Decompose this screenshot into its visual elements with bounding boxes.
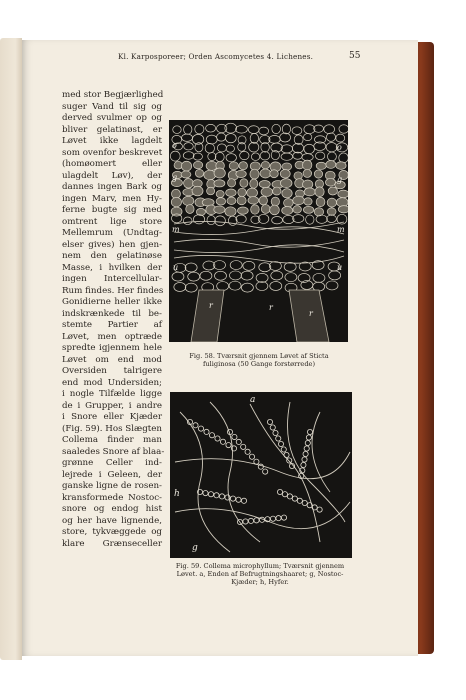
body-line: indskrænkede til be- — [62, 308, 162, 319]
body-line: bliver gelatinøst, er — [62, 124, 162, 135]
body-line: Løvet, men optræde — [62, 331, 162, 342]
body-line: Oversiden talrigere — [62, 366, 162, 376]
body-line: kransformede Nostoc- — [62, 492, 162, 503]
figure-58-label: u — [173, 263, 179, 272]
running-head: Kl. Karposporeer; Orden Ascomycetes 4. Lichenes. — [118, 52, 314, 61]
figure-59-caption-line1: Fig. 59. Collema microphyllum; Tværsnit gjennem — [175, 562, 345, 570]
figure-58-label: o — [337, 143, 342, 152]
body-line: derved svulmer op og — [62, 113, 162, 123]
figure-58-caption-line2: fuliginosa (50 Gange forstørrede) — [202, 360, 316, 368]
body-line: Gonidierne heller ikke — [62, 297, 162, 307]
body-line: spredte igjennem hele — [62, 343, 162, 353]
figure-58-label: u — [337, 263, 343, 272]
body-line: og her have lignende, — [62, 515, 162, 526]
body-line: stemte Partier af — [62, 320, 162, 330]
body-line: ulagdelt Løv), der — [62, 170, 162, 181]
figure-58-label: r — [209, 301, 213, 310]
body-line: end mod Undersiden; — [62, 377, 162, 388]
body-line: i nogle Tilfælde ligge — [62, 389, 162, 399]
body-line: saaledes Snore af blaa- — [62, 446, 165, 457]
left-page-edge — [0, 38, 22, 660]
body-line: snore og endog hist — [62, 504, 162, 514]
figure-58-label: g — [337, 175, 343, 184]
figure-58-label: g — [172, 173, 178, 182]
body-line: Rum findes. Her findes — [62, 285, 164, 296]
body-line: (homøomert eller — [62, 159, 162, 169]
body-line: ingen Marv, men Hy- — [62, 193, 162, 204]
body-text — [62, 90, 165, 550]
figure-59-caption-line2: Løvet. a, Enden af Befrugtningshaaret; g, Nostoc- — [176, 570, 344, 578]
body-line: elser gives) hen gjen- — [62, 239, 162, 250]
body-line: store, tykvæggede og — [62, 527, 162, 537]
figure-59-caption — [166, 562, 354, 586]
body-line: ganske ligne de rosen- — [62, 481, 162, 491]
figure-58-caption — [168, 352, 350, 368]
figure-59-caption-line3: Kjæder; h, Hyfer. — [231, 578, 289, 586]
page-number: 55 — [349, 51, 361, 61]
body-line: dannes ingen Bark og — [62, 182, 162, 192]
body-line: ingen Intercellular- — [62, 274, 162, 284]
figure-59-label: h — [174, 489, 180, 499]
figure-58-illustration — [169, 120, 348, 342]
body-line: med stor Begjærlighed — [62, 90, 164, 100]
body-line: Masse, i hvilken der — [62, 262, 162, 273]
body-line: ferne bugte sig med — [62, 205, 162, 215]
figure-58-label: m — [337, 225, 345, 234]
body-line: lejrede i Geleen, der — [62, 469, 162, 480]
body-line: omtrent lige store — [62, 216, 162, 227]
body-line: som ovenfor beskrevet — [62, 147, 163, 158]
body-line: de i Grupper, i andre — [62, 400, 162, 411]
body-line: Løvet om end mod — [62, 354, 162, 365]
figure-58-label: o — [172, 141, 177, 150]
figure-58-label: r — [309, 309, 313, 318]
body-line: nem den gelatinøse — [62, 251, 162, 261]
figure-59-label: a — [250, 395, 256, 405]
body-line: suger Vand til sig og — [62, 101, 162, 112]
figure-58-caption-line1: Fig. 58. Tværsnit gjennem Løvet af Sticta — [189, 352, 329, 360]
body-line: klare Grænseceller — [62, 538, 162, 549]
body-line: grønne Celler ind- — [62, 458, 162, 468]
figure-58-label: r — [269, 303, 273, 312]
figure-58-label: m — [172, 225, 180, 234]
figure-59-label: g — [192, 543, 198, 553]
body-line: Mellemrum (Undtag- — [62, 228, 162, 238]
figure-59-illustration — [170, 392, 352, 558]
body-line: Løvet ikke lagdelt — [62, 136, 162, 146]
body-line: (Fig. 59). Hos Slægten — [62, 423, 162, 434]
body-line: i Snore eller Kjæder — [62, 412, 162, 422]
body-line: Collema finder man — [62, 435, 162, 445]
